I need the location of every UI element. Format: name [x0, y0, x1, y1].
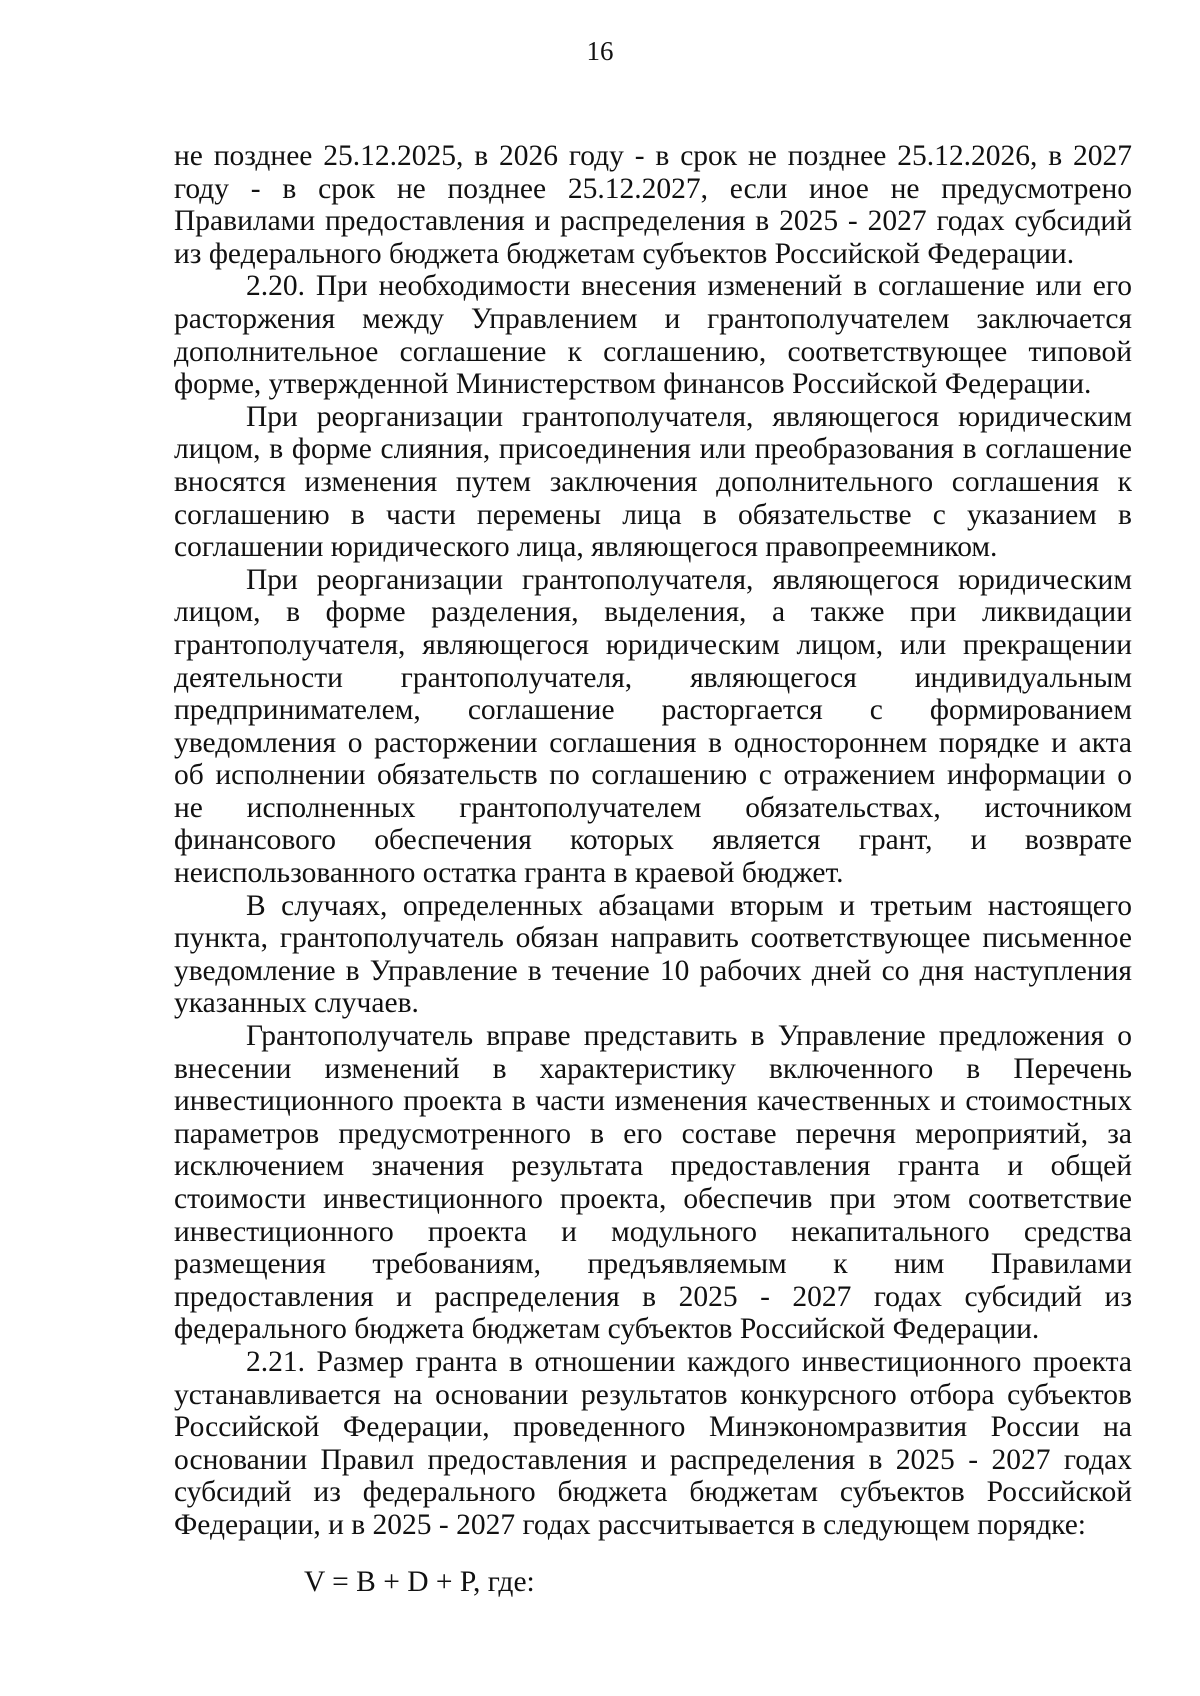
paragraph-2-20: 2.20. При необходимости внесения изменений в соглашение или его расторжения между Управлением и грантополучателем заключается дополнительное соглашение к соглашению, соответствующее типовой форме, утвержденной Министерством финансов Российской Федерации.: [174, 270, 1132, 401]
paragraph-continuation: не позднее 25.12.2025, в 2026 году - в срок не позднее 25.12.2026, в 2027 году - в срок не позднее 25.12.2027, если иное не предусмотрено Правилами предоставления и распределения в 2025 - 2027 годах субсидий из федерального бюджета бюджетам субъектов Российской Федерации.: [174, 140, 1132, 270]
paragraph-reorganization-split: При реорганизации грантополучателя, являющегося юридическим лицом, в форме разделения, выделения, а также при ликвидации грантополучателя, являющегося юридическим лицом, или прекращении деятельности грантополучателя, являющегося индивидуальным предпринимателем, соглашение расторгается с формированием уведомления о расторжении соглашения в одностороннем порядке и акта об исполнении обязательств по соглашению с отражением информации о не исполненных грантополучателем обязательствах, источником финансового обеспечения которых является грант, и возврате неиспользованного остатка гранта в краевой бюджет.: [174, 563, 1132, 890]
paragraph-reorganization-merge: При реорганизации грантополучателя, являющегося юридическим лицом, в форме слияния, присоединения или преобразования в соглашение вносятся изменения путем заключения дополнительного соглашения к соглашению в части перемены лица в обязательстве с указанием в соглашении юридического лица, являющегося правопреемником.: [174, 400, 1132, 564]
paragraph-notification: В случаях, определенных абзацами вторым и третьим настоящего пункта, грантополучатель обязан направить соответствующее письменное уведомление в Управление в течение 10 рабочих дней со дня наступления указанных случаев.: [174, 889, 1132, 1020]
formula: V = B + D + P, где:: [304, 1565, 535, 1598]
paragraph-2-21: 2.21. Размер гранта в отношении каждого инвестиционного проекта устанавливается на основании результатов конкурсного отбора субъектов Российской Федерации, проведенного Минэкономразвития России на основании Правил предоставления и распределения в 2025 - 2027 годах субсидий из федерального бюджета бюджетам субъектов Российской Федерации, и в 2025 - 2027 годах рассчитывается в следующем порядке:: [174, 1345, 1132, 1541]
document-body: [174, 140, 1132, 1598]
paragraph-changes-proposal: Грантополучатель вправе представить в Управление предложения о внесении изменений в характеристику включенного в Перечень инвестиционного проекта в части изменения качественных и стоимостных параметров предусмотренного в его составе перечня мероприятий, за исключением значения результата предоставления гранта и общей стоимости инвестиционного проекта, обеспечив при этом соответствие инвестиционного проекта и модульного некапитального средства размещения требованиям, предъявляемым к ним Правилами предоставления и распределения в 2025 - 2027 годах субсидий из федерального бюджета бюджетам субъектов Российской Федерации.: [174, 1020, 1132, 1346]
page-number: 16: [586, 36, 614, 66]
